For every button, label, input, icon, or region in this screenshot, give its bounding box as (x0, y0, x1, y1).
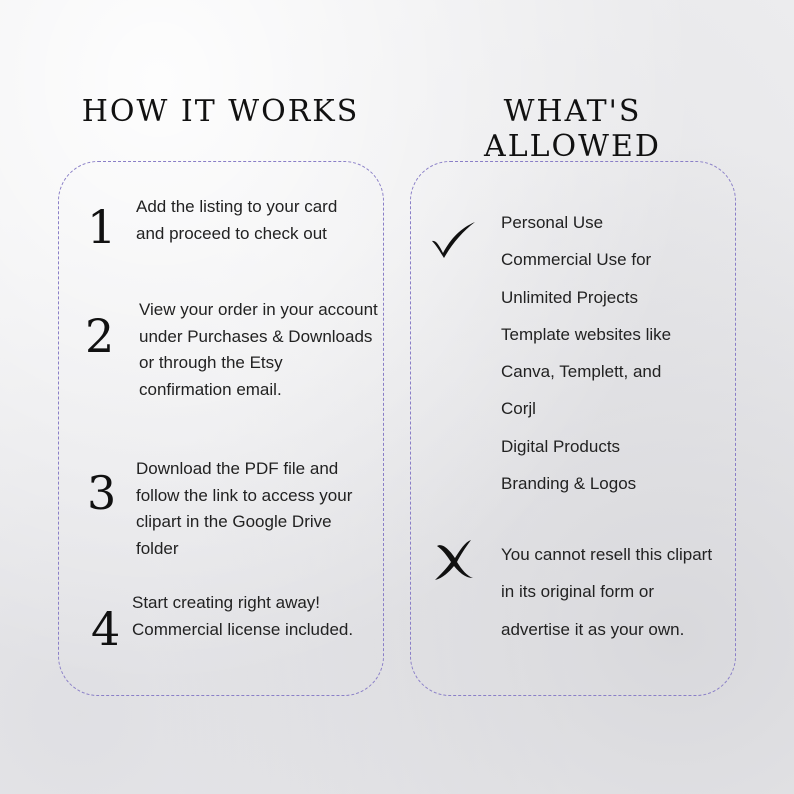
checkmark-icon (429, 220, 479, 265)
allowed-item: Template websites like (501, 324, 672, 344)
cross-icon (429, 536, 477, 589)
step-number: 2 (85, 309, 115, 363)
step-text: View your order in your account under Purchases & Downloads or through the Etsy confirmation email. (139, 300, 378, 399)
step-text: Download the PDF file and follow the link to access your clipart in the Google Drive folder (136, 459, 353, 558)
step-number: 3 (87, 466, 117, 520)
allowed-item: Branding & Logos (501, 474, 637, 494)
allowed-item: Personal Use (501, 213, 604, 232)
whats-allowed-card (410, 161, 736, 696)
step-number: 1 (87, 200, 117, 254)
whats-allowed-title: WHAT'S ALLOWED (484, 94, 661, 164)
step-text: Start creating right away! Commercial license included. (132, 593, 354, 639)
allowed-item: Unlimited Projects (501, 287, 638, 307)
allowed-item: Commercial Use for (501, 250, 652, 270)
not-allowed-text: You cannot resell this clipart in its original form or advertise it as your own. (501, 545, 713, 639)
allowed-item: Canva, Templett, and (501, 362, 662, 382)
step-number: 4 (91, 602, 121, 656)
allowed-item: Digital Products (501, 436, 621, 456)
allowed-item: Corjl (501, 399, 536, 419)
step-text: Add the listing to your card and proceed to check out (136, 197, 338, 243)
allowed-list (501, 204, 671, 502)
how-it-works-card (58, 161, 384, 696)
how-it-works-title: HOW IT WORKS (81, 94, 360, 129)
